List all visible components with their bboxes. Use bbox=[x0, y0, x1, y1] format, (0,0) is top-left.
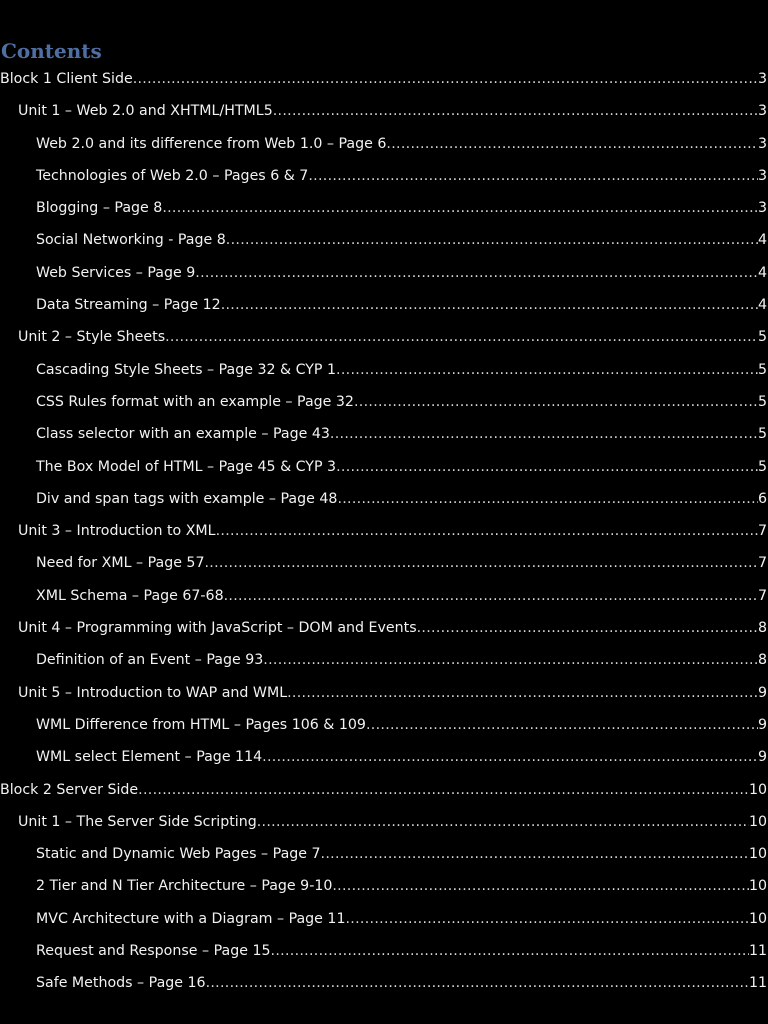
dot-leader bbox=[138, 777, 749, 803]
toc-entry[interactable] bbox=[0, 970, 768, 1002]
toc-entry-title: Div and span tags with example – Page 48 bbox=[36, 490, 338, 507]
toc-entry-title: Need for XML – Page 57 bbox=[36, 555, 205, 572]
toc-entry[interactable] bbox=[0, 873, 768, 905]
toc-entry-title: Blogging – Page 8 bbox=[36, 200, 163, 217]
toc-entry-title: CSS Rules format with an example – Page 32 bbox=[36, 393, 354, 410]
dot-leader bbox=[332, 873, 749, 899]
dot-leader bbox=[417, 615, 758, 641]
toc-entry[interactable] bbox=[0, 809, 768, 841]
toc-entry-title: 2 Tier and N Tier Architecture – Page 9-10 bbox=[36, 878, 333, 895]
toc-entry-page-number: 5 bbox=[757, 458, 767, 475]
dot-leader bbox=[206, 970, 749, 996]
toc-entry-title: MVC Architecture with a Diagram – Page 11 bbox=[36, 910, 346, 927]
dot-leader bbox=[336, 454, 758, 480]
dot-leader bbox=[221, 292, 758, 318]
dot-leader bbox=[321, 841, 749, 867]
dot-leader bbox=[262, 744, 758, 770]
toc-entry[interactable] bbox=[0, 744, 768, 776]
toc-entry[interactable] bbox=[0, 389, 768, 421]
dot-leader bbox=[263, 647, 758, 673]
toc-entry[interactable] bbox=[0, 841, 768, 873]
toc-entry[interactable] bbox=[0, 906, 768, 938]
table-of-contents bbox=[0, 66, 768, 1003]
toc-entry-title: XML Schema – Page 67-68 bbox=[36, 587, 224, 604]
toc-entry[interactable] bbox=[0, 938, 768, 970]
toc-entry-page-number: 8 bbox=[757, 620, 767, 637]
toc-entry[interactable] bbox=[0, 66, 768, 98]
toc-entry-title: Unit 5 – Introduction to WAP and WML bbox=[18, 684, 288, 701]
dot-leader bbox=[308, 163, 758, 189]
toc-entry-title: Unit 3 – Introduction to XML bbox=[18, 523, 216, 540]
toc-entry-title: Data Streaming – Page 12 bbox=[36, 297, 221, 314]
toc-entry-page-number: 5 bbox=[757, 361, 767, 378]
dot-leader bbox=[257, 809, 749, 835]
dot-leader bbox=[354, 389, 758, 415]
toc-entry-page-number: 7 bbox=[757, 555, 767, 572]
toc-entry-page-number: 10 bbox=[748, 846, 767, 863]
toc-entry[interactable] bbox=[0, 260, 768, 292]
toc-entry-page-number: 9 bbox=[757, 716, 767, 733]
toc-entry[interactable] bbox=[0, 777, 768, 809]
dot-leader bbox=[386, 131, 758, 157]
dot-leader bbox=[271, 938, 749, 964]
toc-entry-page-number: 4 bbox=[757, 232, 767, 249]
toc-entry-page-number: 6 bbox=[757, 490, 767, 507]
toc-entry[interactable] bbox=[0, 163, 768, 195]
toc-entry-title: Class selector with an example – Page 43 bbox=[36, 426, 330, 443]
toc-entry-title: Unit 1 – Web 2.0 and XHTML/HTML5 bbox=[18, 103, 273, 120]
toc-entry[interactable] bbox=[0, 357, 768, 389]
toc-entry-page-number: 11 bbox=[748, 975, 767, 992]
toc-entry[interactable] bbox=[0, 518, 768, 550]
toc-heading: Contents bbox=[1, 39, 102, 63]
toc-entry-title: Static and Dynamic Web Pages – Page 7 bbox=[36, 846, 321, 863]
dot-leader bbox=[162, 195, 758, 221]
dot-leader bbox=[273, 98, 758, 124]
dot-leader bbox=[366, 712, 758, 738]
dot-leader bbox=[330, 421, 758, 447]
toc-entry-page-number: 5 bbox=[757, 329, 767, 346]
toc-entry[interactable] bbox=[0, 615, 768, 647]
toc-entry[interactable] bbox=[0, 680, 768, 712]
toc-entry[interactable] bbox=[0, 583, 768, 615]
dot-leader bbox=[195, 260, 758, 286]
toc-entry[interactable] bbox=[0, 227, 768, 259]
toc-entry-page-number: 4 bbox=[757, 264, 767, 281]
toc-entry-page-number: 3 bbox=[757, 200, 767, 217]
toc-entry-page-number: 9 bbox=[757, 749, 767, 766]
dot-leader bbox=[345, 906, 748, 932]
dot-leader bbox=[287, 680, 758, 706]
toc-entry-page-number: 8 bbox=[757, 652, 767, 669]
toc-entry-title: Unit 4 – Programming with JavaScript – DOM and Events bbox=[18, 620, 417, 637]
toc-entry[interactable] bbox=[0, 421, 768, 453]
toc-entry-title: WML Difference from HTML – Pages 106 & 109 bbox=[36, 716, 366, 733]
toc-entry-title: Cascading Style Sheets – Page 32 & CYP 1 bbox=[36, 361, 337, 378]
toc-entry-page-number: 10 bbox=[748, 878, 767, 895]
toc-entry-page-number: 3 bbox=[757, 167, 767, 184]
toc-entry[interactable] bbox=[0, 486, 768, 518]
toc-entry-page-number: 10 bbox=[748, 910, 767, 927]
toc-entry[interactable] bbox=[0, 454, 768, 486]
toc-entry-page-number: 5 bbox=[757, 393, 767, 410]
toc-entry[interactable] bbox=[0, 647, 768, 679]
toc-entry[interactable] bbox=[0, 195, 768, 227]
toc-entry-page-number: 10 bbox=[748, 813, 767, 830]
toc-entry-title: Technologies of Web 2.0 – Pages 6 & 7 bbox=[36, 167, 309, 184]
toc-entry-title: Unit 1 – The Server Side Scripting bbox=[18, 813, 257, 830]
toc-entry-title: WML select Element – Page 114 bbox=[36, 749, 263, 766]
toc-entry-page-number: 11 bbox=[748, 943, 767, 960]
toc-entry-page-number: 7 bbox=[757, 587, 767, 604]
toc-entry[interactable] bbox=[0, 98, 768, 130]
toc-entry-title: Block 1 Client Side bbox=[0, 71, 133, 87]
toc-entry-title: Social Networking - Page 8 bbox=[36, 232, 226, 249]
toc-entry-title: Block 2 Server Side bbox=[0, 781, 139, 798]
toc-entry-page-number: 9 bbox=[757, 684, 767, 701]
dot-leader bbox=[165, 324, 758, 350]
toc-entry-page-number: 3 bbox=[757, 103, 767, 120]
toc-entry-title: Web 2.0 and its difference from Web 1.0 – Page 6 bbox=[36, 135, 387, 152]
dot-leader bbox=[224, 583, 758, 609]
dot-leader bbox=[216, 518, 758, 544]
toc-entry-page-number: 4 bbox=[757, 297, 767, 314]
toc-entry-title: Web Services – Page 9 bbox=[36, 264, 196, 281]
toc-entry-page-number: 3 bbox=[757, 71, 767, 87]
toc-entry-title: Definition of an Event – Page 93 bbox=[36, 652, 264, 669]
toc-entry[interactable] bbox=[0, 131, 768, 163]
toc-entry[interactable] bbox=[0, 550, 768, 582]
toc-entry[interactable] bbox=[0, 324, 768, 356]
toc-entry[interactable] bbox=[0, 712, 768, 744]
dot-leader bbox=[337, 486, 758, 512]
toc-entry-page-number: 5 bbox=[757, 426, 767, 443]
toc-entry-title: Unit 2 – Style Sheets bbox=[18, 329, 166, 346]
toc-entry-title: Request and Response – Page 15 bbox=[36, 943, 271, 960]
toc-entry-title: The Box Model of HTML – Page 45 & CYP 3 bbox=[36, 458, 337, 475]
dot-leader bbox=[226, 227, 758, 253]
toc-entry-title: Safe Methods – Page 16 bbox=[36, 975, 206, 992]
toc-entry-page-number: 7 bbox=[757, 523, 767, 540]
dot-leader bbox=[336, 357, 758, 383]
toc-entry[interactable] bbox=[0, 292, 768, 324]
toc-entry-page-number: 3 bbox=[757, 135, 767, 152]
dot-leader bbox=[133, 66, 758, 92]
toc-entry-page-number: 10 bbox=[748, 781, 767, 798]
dot-leader bbox=[205, 550, 758, 576]
